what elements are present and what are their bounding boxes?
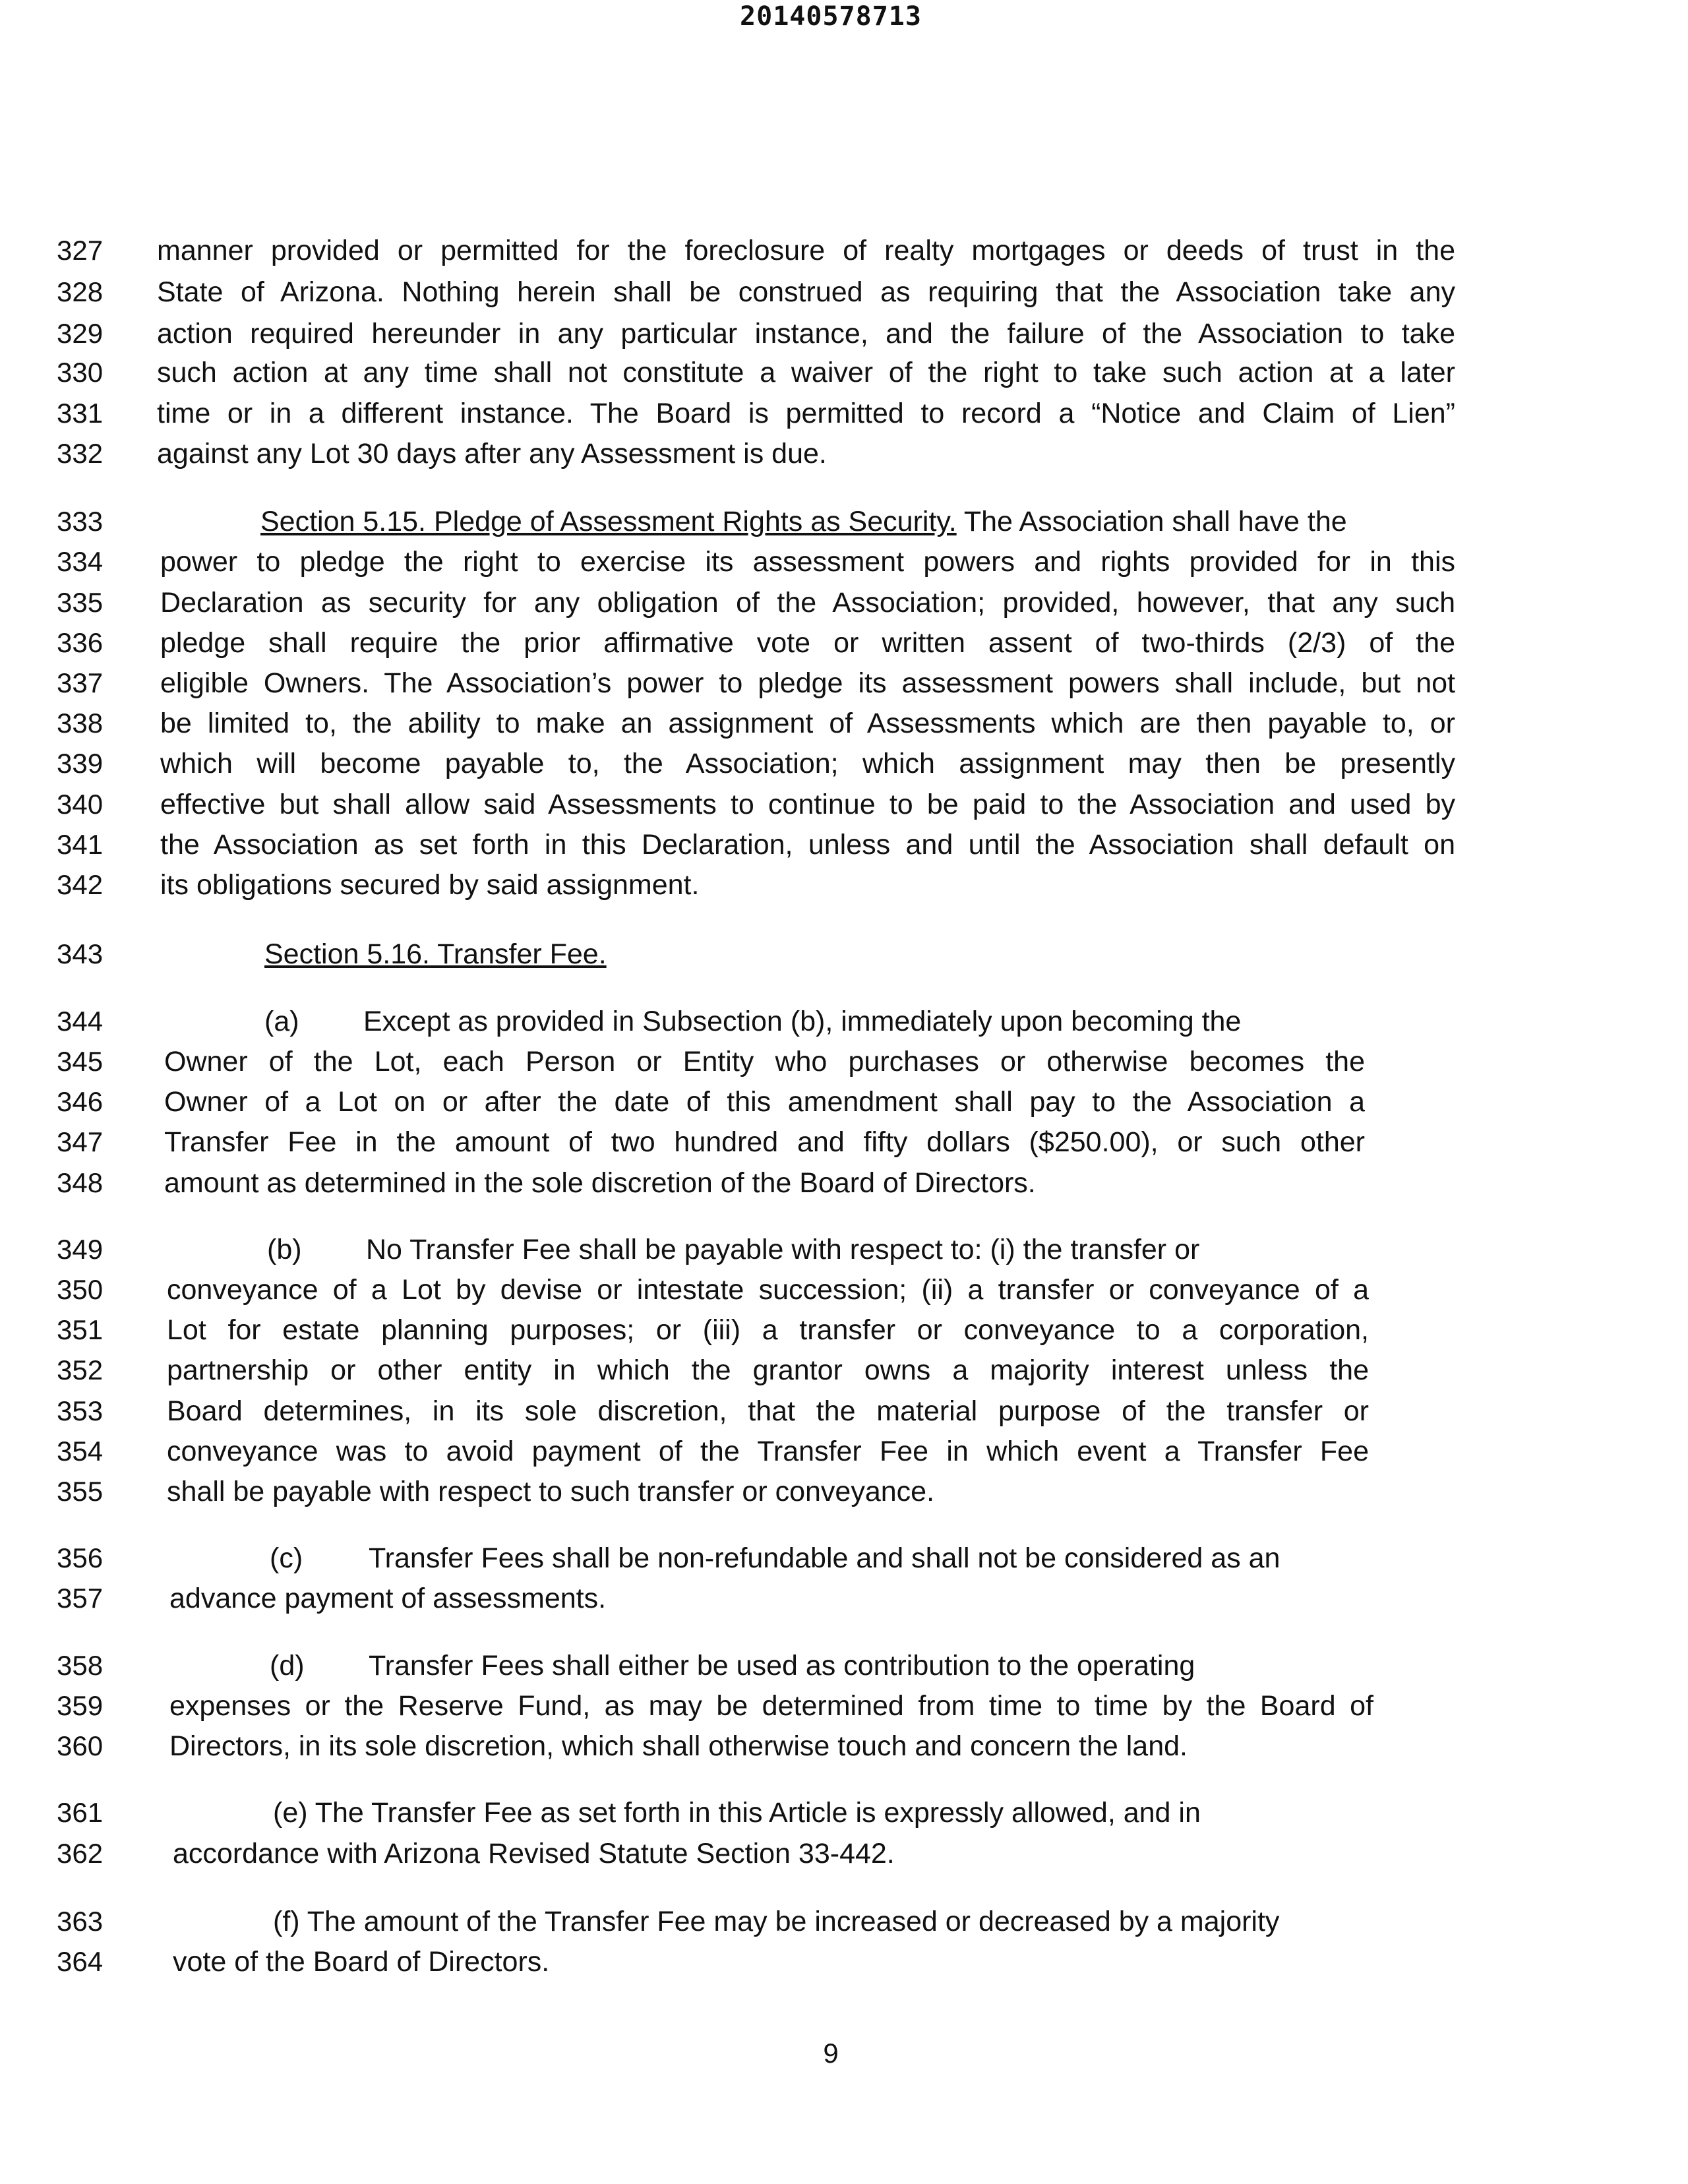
text-line bbox=[160, 543, 1455, 580]
line-number: 334 bbox=[57, 546, 104, 577]
line-number: 352 bbox=[57, 1354, 104, 1385]
line-number: 349 bbox=[57, 1234, 104, 1265]
page-number: 9 bbox=[823, 2038, 839, 2069]
line-number: 337 bbox=[57, 667, 104, 698]
text-line bbox=[157, 232, 1455, 269]
line-text: Directors, in its sole discretion, which shall otherwise touch and concern the land. bbox=[169, 1730, 1188, 1762]
line-text: partnership or other entity in which the grantor owns a majority interest unless the bbox=[167, 1354, 1369, 1386]
line-number: 361 bbox=[57, 1797, 104, 1828]
text-line bbox=[160, 665, 1455, 702]
text-line bbox=[157, 435, 827, 472]
line-number: 327 bbox=[57, 235, 104, 266]
line-text: accordance with Arizona Revised Statute Section 33-442. bbox=[173, 1838, 895, 1869]
line-text: The Association shall have the bbox=[956, 506, 1347, 537]
line-text: vote of the Board of Directors. bbox=[173, 1946, 550, 1978]
line-number: 338 bbox=[57, 708, 104, 739]
text-line bbox=[167, 1393, 1369, 1430]
line-number: 332 bbox=[57, 438, 104, 469]
line-text: pledge shall require the prior affirmative vote or written assent of two-thirds (2/3) of the bbox=[160, 627, 1455, 659]
line-number: 342 bbox=[57, 869, 104, 900]
line-number: 356 bbox=[57, 1542, 104, 1573]
line-number: 362 bbox=[57, 1838, 104, 1869]
line-number: 347 bbox=[57, 1126, 104, 1157]
line-number: 336 bbox=[57, 627, 104, 658]
line-text: shall be payable with respect to such transfer or conveyance. bbox=[167, 1476, 935, 1507]
line-number: 363 bbox=[57, 1906, 104, 1937]
line-number: 330 bbox=[57, 357, 104, 388]
line-number: 351 bbox=[57, 1314, 104, 1345]
text-line bbox=[164, 1043, 1365, 1080]
text-line bbox=[157, 315, 1455, 352]
subsection-label: (d) bbox=[270, 1650, 305, 1682]
text-line bbox=[167, 1433, 1369, 1470]
line-number: 348 bbox=[57, 1167, 104, 1198]
text-line bbox=[173, 1943, 549, 1980]
line-number: 345 bbox=[57, 1046, 104, 1077]
line-text: Board determines, in its sole discretion, that the material purpose of the transfer or bbox=[167, 1395, 1369, 1427]
text-line bbox=[264, 1003, 1241, 1040]
text-line bbox=[169, 1728, 1188, 1765]
line-text: Transfer Fees shall be non-refundable and shall not be considered as an bbox=[369, 1542, 1281, 1574]
line-number: 357 bbox=[57, 1583, 104, 1614]
section-heading: Section 5.15. Pledge of Assessment Rights as Security. bbox=[260, 506, 957, 537]
line-number: 328 bbox=[57, 276, 104, 307]
line-text: such action at any time shall not constitute a waiver of the right to take such action at a later bbox=[157, 357, 1455, 388]
line-number: 343 bbox=[57, 938, 104, 969]
text-line bbox=[167, 1271, 1369, 1308]
line-number: 335 bbox=[57, 587, 104, 618]
text-line bbox=[157, 354, 1455, 391]
line-text: against any Lot 30 days after any Assessment is due. bbox=[157, 438, 827, 470]
line-number: 331 bbox=[57, 398, 104, 429]
line-text: Transfer Fees shall either be used as contribution to the operating bbox=[369, 1650, 1195, 1682]
text-line bbox=[167, 1312, 1369, 1349]
line-number: 359 bbox=[57, 1690, 104, 1721]
line-number: 360 bbox=[57, 1730, 104, 1761]
text-line bbox=[157, 274, 1455, 311]
text-line bbox=[173, 1835, 895, 1872]
subsection-label: (a) bbox=[264, 1006, 299, 1037]
text-line bbox=[167, 1473, 934, 1510]
text-line bbox=[160, 584, 1455, 621]
line-number: 354 bbox=[57, 1436, 104, 1467]
line-number: 346 bbox=[57, 1086, 104, 1117]
line-text: amount as determined in the sole discretion of the Board of Directors. bbox=[164, 1167, 1036, 1199]
text-line bbox=[164, 1124, 1365, 1161]
line-text: conveyance was to avoid payment of the Transfer Fee in which event a Transfer Fee bbox=[167, 1436, 1369, 1467]
text-line bbox=[260, 503, 1347, 540]
text-line bbox=[160, 786, 1455, 823]
line-text: be limited to, the ability to make an assignment of Assessments which are then payable to, or bbox=[160, 708, 1455, 739]
line-text: the Association as set forth in this Declaration, unless and until the Association shall default on bbox=[160, 829, 1455, 861]
line-number: 364 bbox=[57, 1946, 104, 1977]
text-line bbox=[160, 826, 1455, 863]
line-number: 344 bbox=[57, 1006, 104, 1037]
line-text: advance payment of assessments. bbox=[169, 1583, 607, 1614]
line-text: Declaration as security for any obligation of the Association; provided, however, that any such bbox=[160, 587, 1455, 619]
text-line bbox=[160, 745, 1455, 782]
line-text: effective but shall allow said Assessments to continue to be paid to the Association and used by bbox=[160, 789, 1455, 820]
subsection-label: (b) bbox=[267, 1234, 302, 1265]
text-line bbox=[164, 1083, 1365, 1120]
line-text: Owner of the Lot, each Person or Entity who purchases or otherwise becomes the bbox=[164, 1046, 1365, 1077]
line-number: 329 bbox=[57, 318, 104, 349]
line-text: Transfer Fee in the amount of two hundred and fifty dollars ($250.00), or such other bbox=[164, 1126, 1365, 1158]
text-line bbox=[264, 936, 607, 973]
text-line bbox=[167, 1352, 1369, 1389]
line-text: its obligations secured by said assignment. bbox=[160, 869, 700, 901]
text-line bbox=[160, 866, 699, 903]
line-number: 340 bbox=[57, 789, 104, 820]
text-line bbox=[160, 624, 1455, 661]
text-line bbox=[169, 1580, 606, 1617]
line-text: manner provided or permitted for the foreclosure of realty mortgages or deeds of trust in the bbox=[157, 235, 1455, 266]
document-number: 20140578713 bbox=[740, 1, 922, 32]
text-line bbox=[267, 1231, 1199, 1268]
line-text: Except as provided in Subsection (b), immediately upon becoming the bbox=[363, 1006, 1242, 1037]
line-text: power to pledge the right to exercise its assessment powers and rights provided for in this bbox=[160, 546, 1455, 578]
line-number: 350 bbox=[57, 1274, 104, 1305]
section-heading: Section 5.16. Transfer Fee. bbox=[264, 938, 607, 970]
line-text: (e) The Transfer Fee as set forth in this Article is expressly allowed, and in bbox=[273, 1797, 1201, 1829]
line-number: 353 bbox=[57, 1395, 104, 1426]
line-number: 341 bbox=[57, 829, 104, 860]
line-number: 333 bbox=[57, 506, 104, 537]
line-text: time or in a different instance. The Board is permitted to record a “Notice and Claim of Lien” bbox=[157, 398, 1455, 429]
line-text: State of Arizona. Nothing herein shall be construed as requiring that the Association take any bbox=[157, 276, 1455, 308]
line-text: No Transfer Fee shall be payable with respect to: (i) the transfer or bbox=[366, 1234, 1200, 1265]
line-text: conveyance of a Lot by devise or intestate succession; (ii) a transfer or conveyance of a bbox=[167, 1274, 1369, 1306]
text-line bbox=[160, 705, 1455, 742]
subsection-label: (c) bbox=[270, 1542, 303, 1574]
line-number: 358 bbox=[57, 1650, 104, 1681]
text-line bbox=[169, 1687, 1373, 1724]
line-text: (f) The amount of the Transfer Fee may be increased or decreased by a majority bbox=[273, 1906, 1280, 1937]
text-line bbox=[157, 395, 1455, 432]
text-line bbox=[273, 1903, 1279, 1940]
line-text: Lot for estate planning purposes; or (iii) a transfer or conveyance to a corporation, bbox=[167, 1314, 1369, 1346]
line-number: 339 bbox=[57, 748, 104, 779]
text-line bbox=[270, 1647, 1195, 1684]
line-number: 355 bbox=[57, 1476, 104, 1507]
text-line bbox=[273, 1794, 1201, 1831]
line-text: action required hereunder in any particular instance, and the failure of the Association to take bbox=[157, 318, 1455, 349]
line-text: expenses or the Reserve Fund, as may be determined from time to time by the Board of bbox=[169, 1690, 1373, 1722]
line-text: which will become payable to, the Association; which assignment may then be presently bbox=[160, 748, 1455, 779]
line-text: Owner of a Lot on or after the date of this amendment shall pay to the Association a bbox=[164, 1086, 1365, 1118]
text-line bbox=[164, 1165, 1036, 1201]
text-line bbox=[270, 1540, 1280, 1577]
line-text: eligible Owners. The Association’s power to pledge its assessment powers shall include, but not bbox=[160, 667, 1455, 699]
